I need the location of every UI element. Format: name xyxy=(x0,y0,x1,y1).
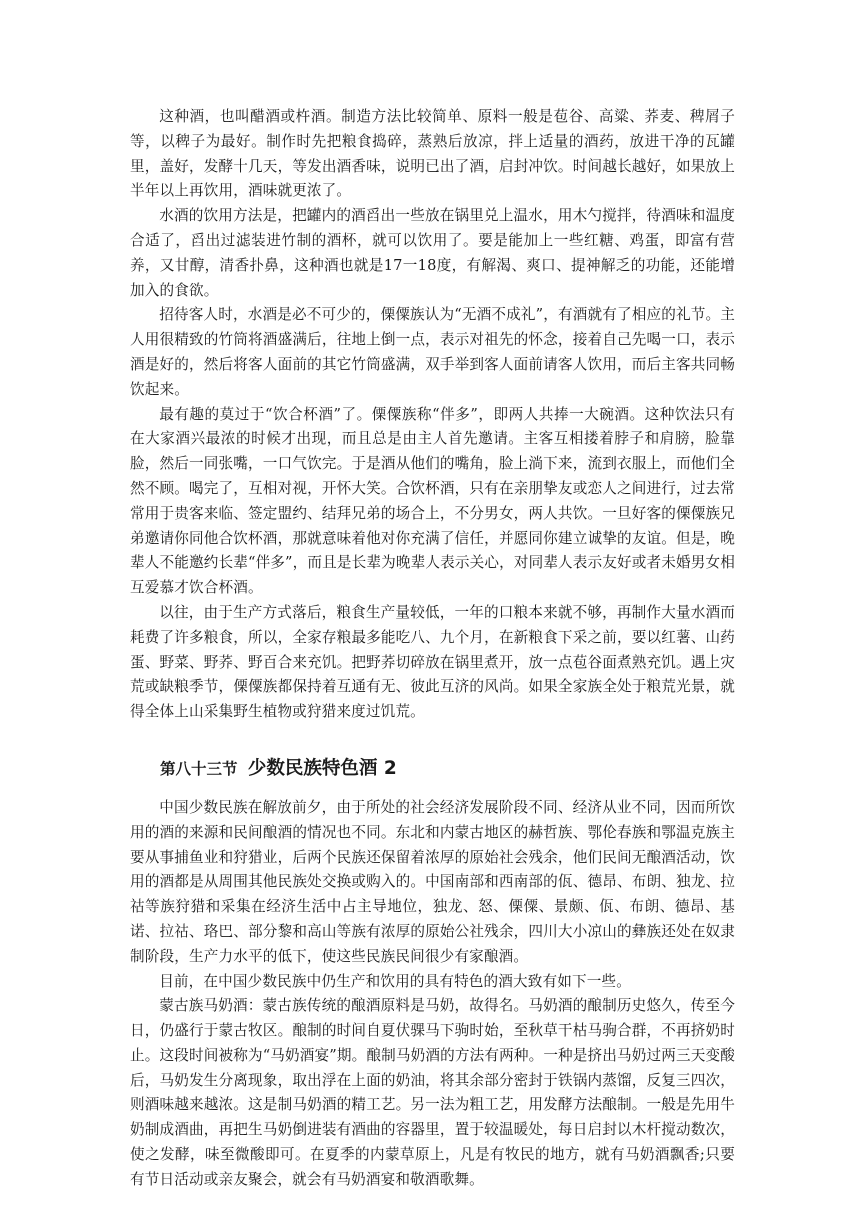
section-minority-wines-text xyxy=(130,796,735,1193)
section-spacer xyxy=(130,725,735,751)
paragraph-mongolian-kumis: 蒙古族马奶酒：蒙古族传统的酿酒原料是马奶，故得名。马奶酒的酿制历史悠久，传至今日，仍盛行于蒙古牧区。酿制的时间自夏伏骒马下驹时始，至秋草干枯马驹合群，不再挤奶时止。这段时间被称为“马奶酒宴”期。酿制马奶酒的方法有两种。一种是挤出马奶过两三天变酸后，马奶发生分离现象，取出浮在上面的奶油，将其余部分密封于铁锅内蒸馏，反复三四次，则酒味越来越浓。这是制马奶酒的精工艺。另一法为粗工艺，用发酵方法酿制。一般是先用牛奶制成酒曲，再把生马奶倒进装有酒曲的容器里，置于较温暖处，每日启封以木杆搅动数次，使之发酵，味至微酸即可。在夏季的内蒙草原上，凡是有牧民的地方，就有马奶酒飘香;只要有节日活动或亲友聚会，就会有马奶酒宴和敬酒歌舞。 xyxy=(130,997,735,1188)
section-shuijiu-text xyxy=(130,105,735,725)
paragraph-current-overview: 目前，在中国少数民族中仍生产和饮用的具有特色的酒大致有如下一些。 xyxy=(159,972,631,990)
document-page xyxy=(130,105,735,1193)
section-heading xyxy=(130,751,735,784)
paragraph-drinking-method: 水酒的饮用方法是，把罐内的酒舀出一些放在锅里兑上温水，用木勺搅拌，待酒味和温度合适了，舀出过滤装进竹制的酒杯，就可以饮用了。要是能加上一些红糖、鸡蛋，即富有营养，又甘醇，清香扑鼻，这种酒也就是17一18度，有解渴、爽口、提神解乏的功能，还能增加入的食欲。 xyxy=(130,207,735,299)
paragraph-hosting-guests: 招待客人时，水酒是必不可少的，傈僳族认为“无酒不成礼”，有酒就有了相应的礼节。主人用很精致的竹筒将酒盛满后，往地上倒一点，表示对祖先的怀念，接着自己先喝一口，表示酒是好的，然后将客人面前的其它竹筒盛满，双手举到客人面前请客人饮用，而后主客共同畅饮起来。 xyxy=(130,306,735,398)
paragraph-famine-times: 以往，由于生产方式落后，粮食生产量较低，一年的口粮本来就不够，再制作大量水酒而耗费了许多粮食，所以，全家存粮最多能吃八、九个月，在新粮食下采之前，要以红薯、山药蛋、野菜、野荞、野百合来充饥。把野荞切碎放在锅里煮开，放一点苞谷面煮熟充饥。遇上灾荒或缺粮季节，傈僳族都保持着互通有无、彼此互济的风尚。如果全家族全处于粮荒光景，就得全体上山采集野生植物或狩猎来度过饥荒。 xyxy=(130,603,735,721)
paragraph-historical-background: 中国少数民族在解放前夕，由于所处的社会经济发展阶段不同、经济从业不同，因而所饮用的酒的来源和民间酿酒的情况也不同。东北和内蒙古地区的赫哲族、鄂伦春族和鄂温克族主要从事捕鱼业和狩猎业，后两个民族还保留着浓厚的原始社会残余，他们民间无酿酒活动，饮用的酒都是从周围其他民族处交换或购入的。中国南部和西南部的佤、德昂、布朗、独龙、拉祜等族狩猎和采集在经济生活中占主导地位，独龙、怒、傈僳、景颇、佤、布朗、德昂、基诺、拉祜、珞巴、部分黎和高山等族有浓厚的原始公社残余，四川大小凉山的彝族还处在奴隶制阶段，生产力水平的低下，使这些民族民间很少有家酿酒。 xyxy=(130,798,735,965)
paragraph-shared-cup: 最有趣的莫过于“饮合杯酒”了。傈僳族称“伴多”，即两人共捧一大碗酒。这种饮法只有在大家酒兴最浓的时候才出现，而且总是由主人首先邀请。主客互相搂着脖子和肩膀，脸靠脸，然后一同张嘴，一口气饮完。于是酒从他们的嘴角，脸上淌下来，流到衣服上，而他们全然不顾。喝完了，互相对视，开怀大笑。合饮杯酒，只有在亲朋挚友或恋人之间进行，过去常常用于贵客来临、签定盟约、结拜兄弟的场合上，不分男女，两人共饮。一旦好客的傈僳族兄弟邀请你同他合饮杯酒，那就意味着他对你充满了信任，并愿同你建立诚挚的友谊。但是，晚辈人不能邀约长辈“伴多”，而且是长辈为晚辈人表示关心，对同辈人表示友好或者未婚男女相互爱慕才饮合杯酒。 xyxy=(130,405,735,597)
paragraph-brewing-method: 这种酒，也叫醋酒或杵酒。制造方法比较简单、原料一般是苞谷、高粱、荞麦、稗屑子等，以稗子为最好。制作时先把粮食捣碎，蒸熟后放凉，拌上适量的酒药，放进干净的瓦罐里，盖好，发酵十几天，等发出酒香味，说明已出了酒，启封冲饮。时间越长越好，如果放上半年以上再饮用，酒味就更浓了。 xyxy=(130,108,735,200)
section-number: 第八十三节 xyxy=(160,759,238,778)
section-title: 少数民族特色酒 2 xyxy=(247,757,397,779)
